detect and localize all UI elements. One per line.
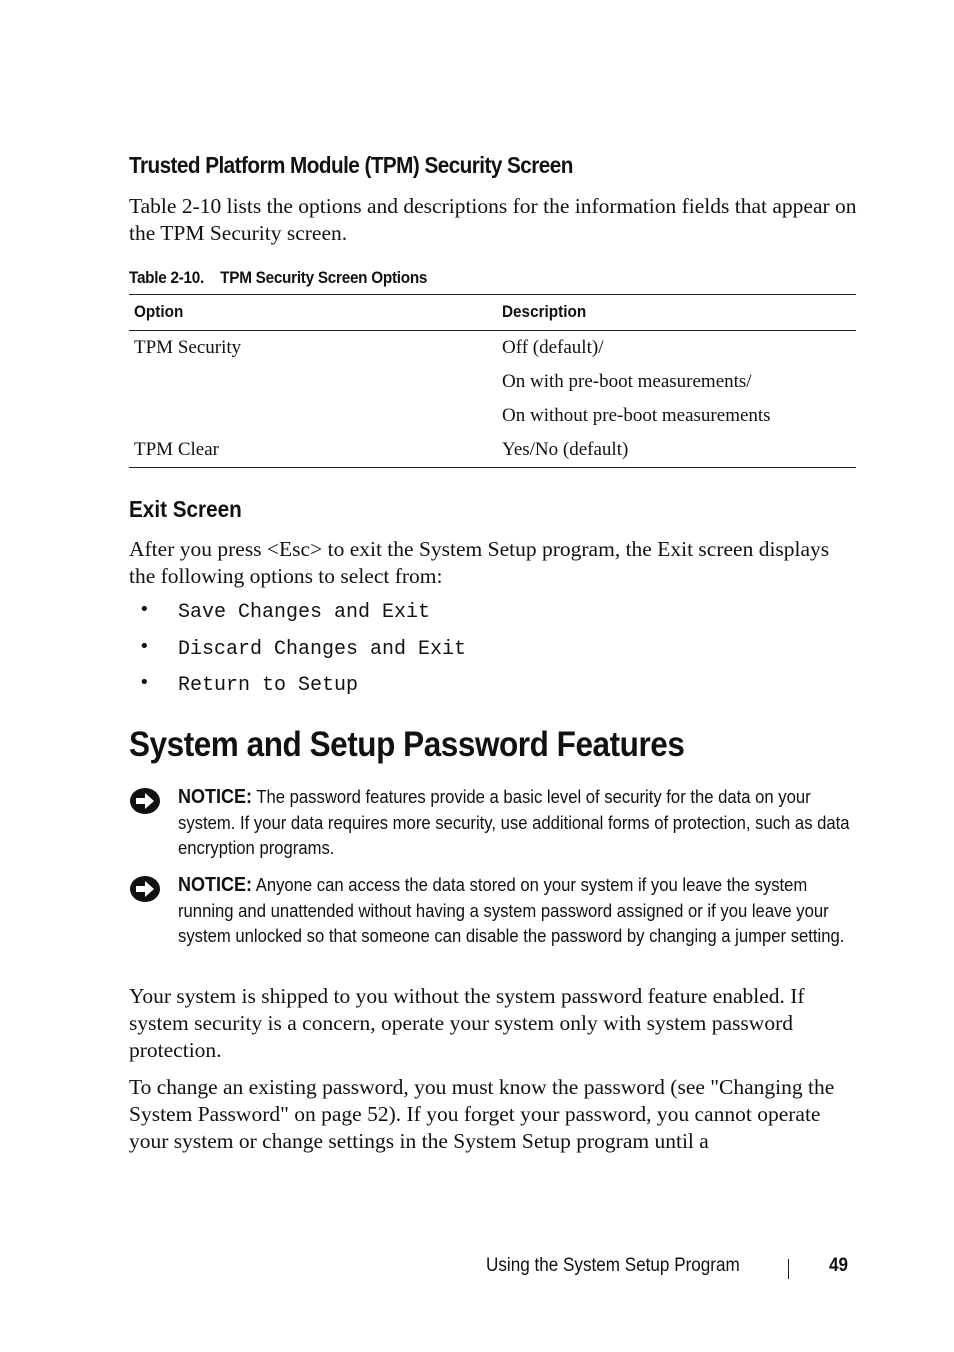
notice-label: NOTICE: [178, 786, 252, 808]
table-row [129, 365, 856, 399]
footer-divider [788, 1259, 789, 1279]
table-cell-description: Off (default)/ [502, 337, 604, 358]
table-caption [129, 268, 427, 288]
table-cell-description: Yes/No (default) [497, 433, 856, 468]
exit-section-intro: After you press <Esc> to exit the System Setup program, the Exit screen displays the following options to select from: [129, 537, 830, 588]
table-cell-option: TPM Clear [129, 433, 497, 468]
table-cell-option: TPM Security [134, 337, 242, 358]
bullet-icon: • [139, 672, 150, 693]
list-item: • Discard Changes and Exit [129, 635, 466, 672]
list-item: • Save Changes and Exit [129, 598, 466, 635]
table-caption-title: TPM Security Screen Options [220, 268, 428, 287]
footer-chapter-title: Using the System Setup Program [486, 1255, 740, 1276]
tpm-section-intro: Table 2-10 lists the options and descriptions for the information fields that appear on the TPM Security screen. [129, 194, 857, 245]
list-item: • Return to Setup [129, 671, 466, 708]
table-row [129, 399, 856, 433]
exit-options-list [129, 598, 466, 708]
table-row [129, 433, 856, 468]
table-header-row [129, 295, 856, 331]
password-section-heading: System and Setup Password Features [129, 725, 685, 764]
notice-text: The password features provide a basic level of security for the data on your system. If your data requires more security, use additional forms of protection, such as data encryption programs. [178, 786, 850, 858]
notice-block [129, 784, 854, 864]
notice-block [129, 872, 854, 972]
column-header-description: Description [497, 295, 856, 331]
tpm-section-heading: Trusted Platform Module (TPM) Security Screen [129, 152, 573, 178]
table-cell-option [129, 365, 497, 399]
table-cell-description: On with pre-boot measurements/ [502, 371, 752, 392]
password-paragraph-2: To change an existing password, you must know the password (see "Changing the System Password" on page 52). If you forget your password, you cannot operate your system or change settings in the System Setup program until a [129, 1075, 835, 1153]
table-cell-option [129, 399, 497, 433]
bullet-icon: • [139, 635, 150, 657]
table-row [129, 331, 856, 366]
tpm-options-table [129, 294, 856, 468]
notice-arrow-icon [129, 875, 161, 903]
notice-arrow-icon [129, 787, 161, 815]
page-number: 49 [829, 1255, 849, 1276]
column-header-option: Option [129, 295, 497, 331]
notice-text: Anyone can access the data stored on your system if you leave the system running and unattended without having a system password assigned or if you leave your system unlocked so that someone can disable the password by changing a jumper setting. [178, 874, 845, 946]
table-caption-number: Table 2-10. [129, 268, 204, 287]
password-paragraph-1: Your system is shipped to you without the system password feature enabled. If system security is a concern, operate your system only with system password protection. [129, 984, 805, 1062]
notice-label: NOTICE: [178, 874, 252, 896]
bullet-icon: • [139, 599, 150, 620]
exit-section-heading: Exit Screen [129, 496, 242, 522]
table-cell-description: On without pre-boot measurements [502, 405, 771, 426]
